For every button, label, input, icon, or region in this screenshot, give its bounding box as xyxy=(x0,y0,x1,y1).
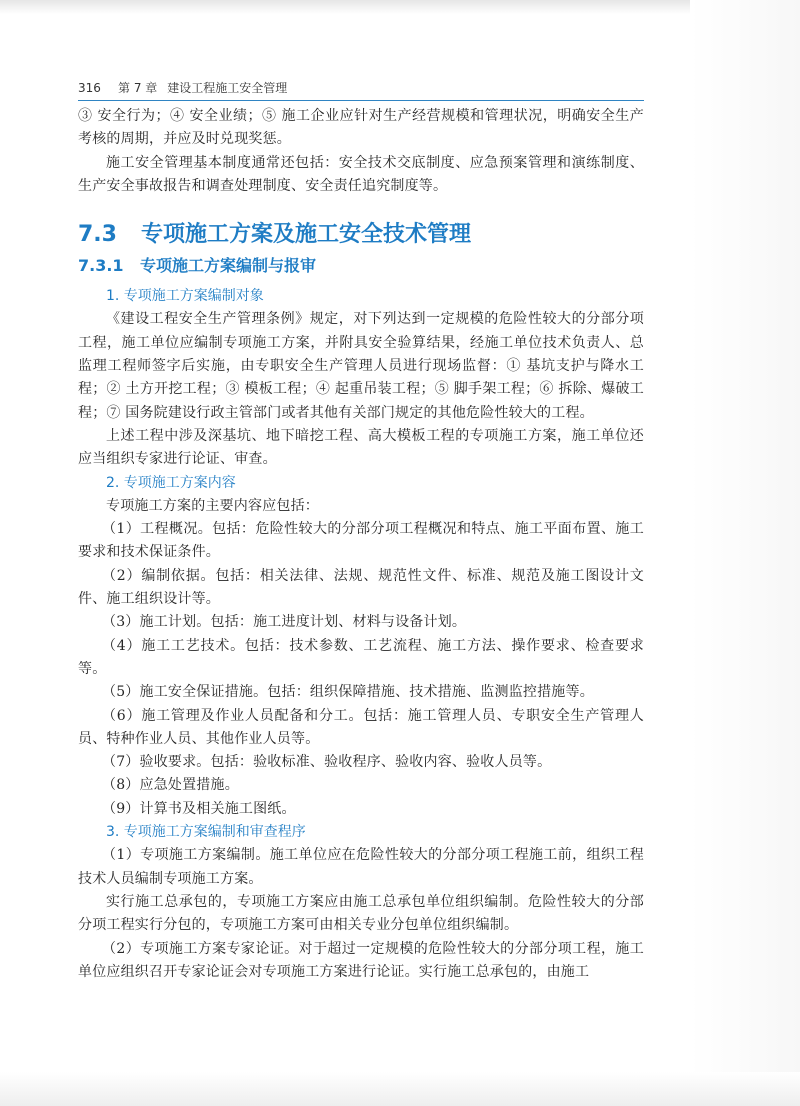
subsection-number: 7.3.1 xyxy=(78,256,124,276)
part2-item-8: （8）应急处置措施。 xyxy=(102,777,239,794)
section-heading xyxy=(78,220,644,250)
page-number: 316 xyxy=(78,81,101,95)
page-body xyxy=(78,105,644,984)
part2-item-9: （9）计算书及相关施工图纸。 xyxy=(102,800,296,817)
section-number: 7.3 xyxy=(78,222,117,248)
part1-paragraph-1: 《建设工程安全生产管理条例》规定，对下列达到一定规模的危险性较大的分部分项工程，施工单位应编制专项施工方案，并附具安全验算结果，经施工单位技术负责人、总监理工程师签字后实施，由专职安全生产管理人员进行现场监督：① 基坑支护与降水工程；② 土方开挖工程；③ 模板工程；④ 起重吊装工程；⑤ 脚手架工程；⑥ 拆除、爆破工程；⑦ 国务院建设行政主管部门或者其他有关部门规定的其他危险性较大的工程。 xyxy=(78,311,644,421)
part1-heading: 1. 专项施工方案编制对象 xyxy=(106,288,264,305)
section-title: 专项施工方案及施工安全技术管理 xyxy=(141,222,472,248)
part3-paragraph-3: （2）专项施工方案专家论证。对于超过一定规模的危险性较大的分部分项工程，施工单位应组织召开专家论证会对专项施工方案进行论证。实行施工总承包的，由施工 xyxy=(78,940,644,980)
scan-shadow-top xyxy=(0,0,800,14)
part2-intro: 专项施工方案的主要内容应包括： xyxy=(106,497,319,514)
part2-item-5: （5）施工安全保证措施。包括：组织保障措施、技术措施、监测监控措施等。 xyxy=(102,684,594,701)
part2-item-3: （3）施工计划。包括：施工进度计划、材料与设备计划。 xyxy=(102,614,467,631)
part2-item-6: （6）施工管理及作业人员配备和分工。包括：施工管理人员、专职安全生产管理人员、特种作业人员、其他作业人员等。 xyxy=(78,707,644,747)
part1-paragraph-2: 上述工程中涉及深基坑、地下暗挖工程、高大模板工程的专项施工方案，施工单位还应当组织专家进行论证、审查。 xyxy=(78,427,644,468)
scan-shadow-bottom xyxy=(0,1072,800,1106)
subsection-title: 专项施工方案编制与报审 xyxy=(140,256,317,276)
part2-item-2: （2）编制依据。包括：相关法律、法规、规范性文件、标准、规范及施工图设计文件、施工组织设计等。 xyxy=(78,567,644,608)
running-header xyxy=(78,78,644,98)
intro-paragraph-2: 施工安全管理基本制度通常还包括：安全技术交底制度、应急预案管理和演练制度、生产安全事故报告和调查处理制度、安全责任追究制度等。 xyxy=(78,154,644,194)
part2-item-1: （1）工程概况。包括：危险性较大的分部分项工程概况和特点、施工平面布置、施工要求和技术保证条件。 xyxy=(78,521,644,561)
header-rule xyxy=(78,100,644,101)
part3-heading: 3. 专项施工方案编制和审查程序 xyxy=(106,824,306,841)
chapter-label: 第 7 章 xyxy=(118,81,158,95)
subsection-heading xyxy=(78,252,644,280)
part2-heading: 2. 专项施工方案内容 xyxy=(106,474,236,491)
intro-paragraph-1: ③ 安全行为；④ 安全业绩；⑤ 施工企业应针对生产经营规模和管理状况，明确安全生产考核的周期，并应及时兑现奖惩。 xyxy=(78,108,644,148)
part3-paragraph-2: 实行施工总承包的，专项施工方案应由施工总承包单位组织编制。危险性较大的分部分项工程实行分包的，专项施工方案可由相关专业分包单位组织编制。 xyxy=(78,893,644,934)
chapter-title: 建设工程施工安全管理 xyxy=(167,81,288,95)
scan-shadow-right xyxy=(690,0,800,1106)
part3-paragraph-1: （1）专项施工方案编制。施工单位应在危险性较大的分部分项工程施工前，组织工程技术人员编制专项施工方案。 xyxy=(78,847,644,887)
part2-item-4: （4）施工工艺技术。包括：技术参数、工艺流程、施工方法、操作要求、检查要求等。 xyxy=(78,637,644,677)
part2-item-7: （7）验收要求。包括：验收标准、验收程序、验收内容、验收人员等。 xyxy=(102,754,552,771)
